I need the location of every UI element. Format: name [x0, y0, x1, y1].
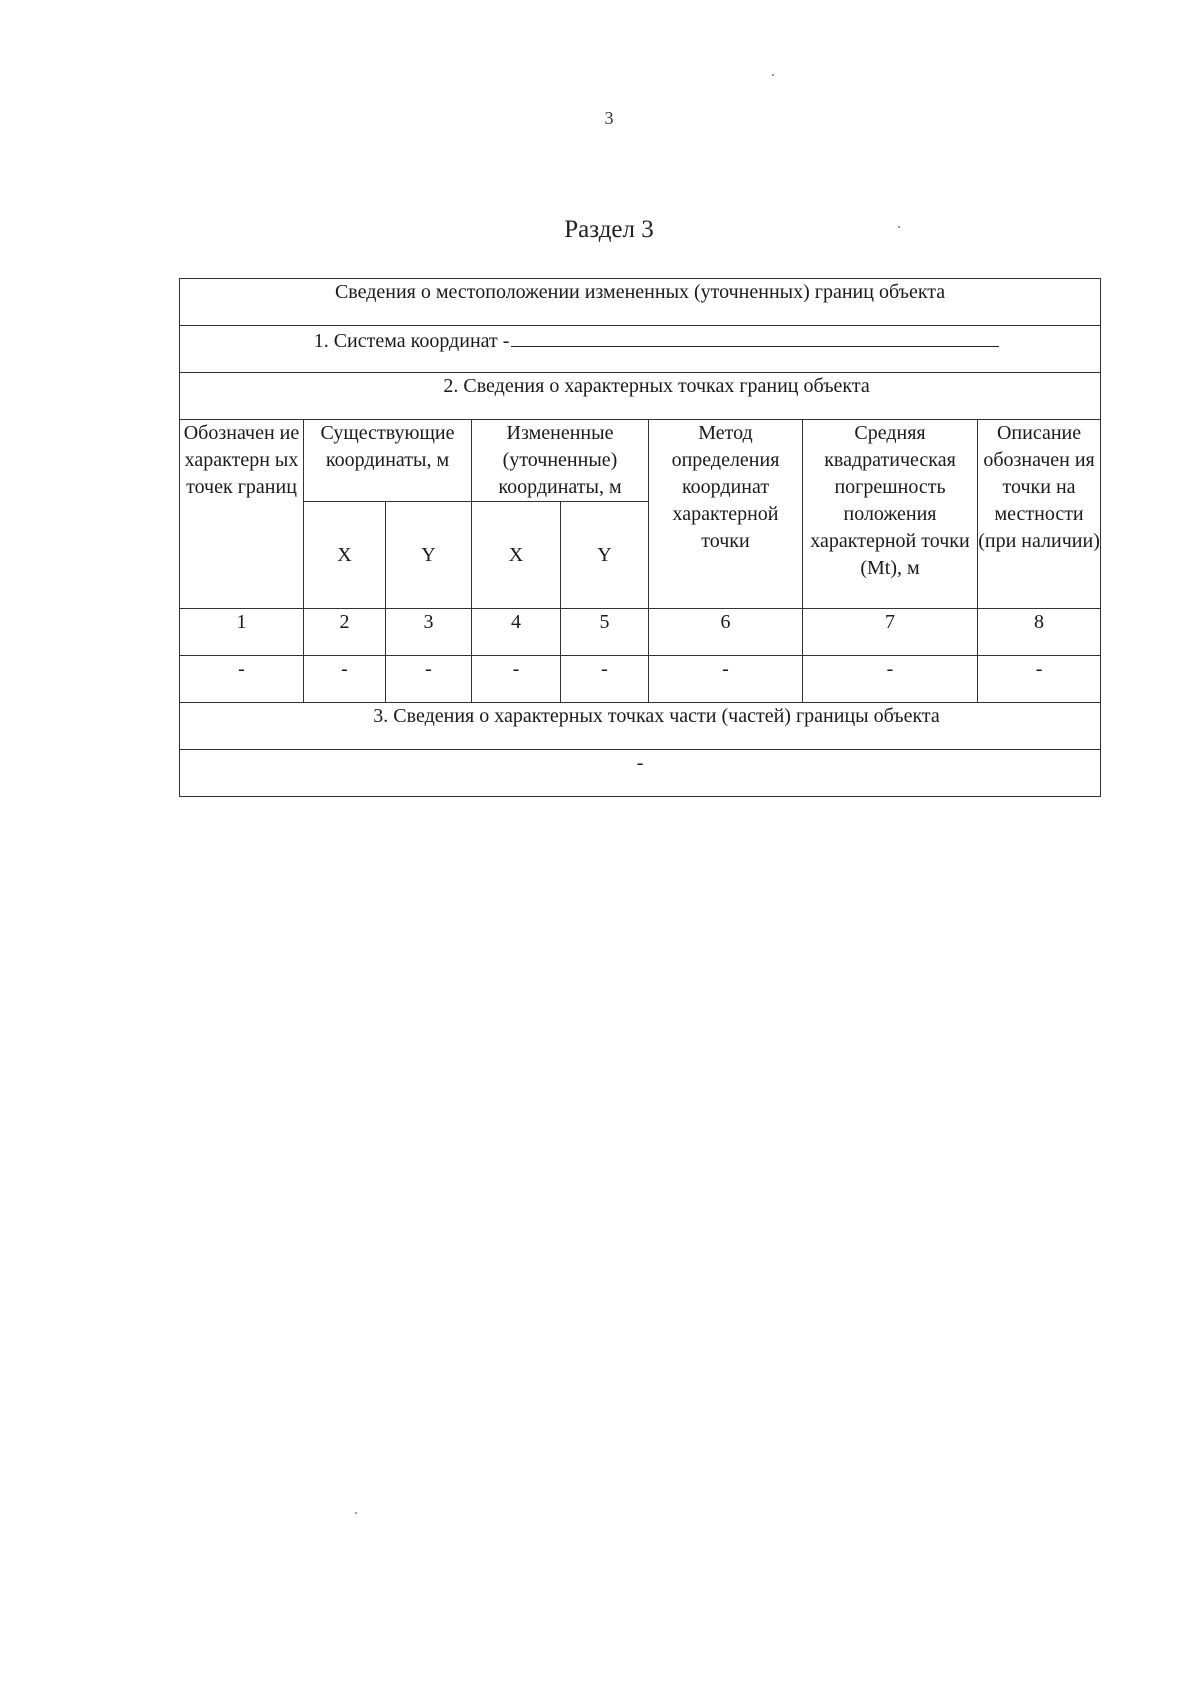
column-number: 3	[386, 609, 472, 656]
parts-heading: 3. Сведения о характерных точках части (частей) границы объекта	[180, 703, 1101, 750]
table-cell: -	[304, 656, 386, 703]
column-number: 7	[803, 609, 978, 656]
header-point-designation: Обозначен ие характерн ых точек границ	[180, 420, 304, 609]
table-row	[180, 656, 1101, 703]
table-cell: -	[561, 656, 649, 703]
column-number: 8	[978, 609, 1101, 656]
header-method: Метод определения координат характерной точки	[649, 420, 803, 609]
coordinate-system-blank	[511, 326, 999, 347]
column-number: 2	[304, 609, 386, 656]
boundary-table	[179, 278, 1101, 797]
table-cell: -	[649, 656, 803, 703]
column-number: 6	[649, 609, 803, 656]
header-existing-x: X	[304, 502, 386, 609]
column-number-row	[180, 609, 1101, 656]
column-number: 1	[180, 609, 304, 656]
table-cell: -	[978, 656, 1101, 703]
coordinate-system-label: 1. Система координат -	[313, 330, 510, 352]
header-point-description: Описание обозначен ия точки на местности (при наличии)	[978, 420, 1101, 609]
coordinate-system-row	[180, 326, 1101, 373]
header-updated-y: Y	[561, 502, 649, 609]
header-existing-y: Y	[386, 502, 472, 609]
points-heading: 2. Сведения о характерных точках границ объекта	[180, 373, 1101, 420]
table-cell: -	[386, 656, 472, 703]
scan-speck	[898, 226, 900, 228]
column-number: 5	[561, 609, 649, 656]
table-cell: -	[472, 656, 561, 703]
table-title: Сведения о местоположении измененных (уточненных) границ объекта	[180, 279, 1101, 326]
table-cell: -	[180, 656, 304, 703]
header-mean-square-error: Средняя квадратическая погрешность положения характерной точки (Mt), м	[803, 420, 978, 609]
parts-value: -	[180, 750, 1101, 797]
header-existing-coordinates: Существующие координаты, м	[304, 420, 472, 502]
header-updated-coordinates: Измененные (уточненные) координаты, м	[472, 420, 649, 502]
scan-speck	[355, 1512, 357, 1514]
page-number: 3	[604, 108, 614, 128]
table-cell: -	[803, 656, 978, 703]
section-title: Раздел 3	[564, 216, 654, 243]
header-updated-x: X	[472, 502, 561, 609]
column-number: 4	[472, 609, 561, 656]
scan-speck	[772, 74, 774, 76]
